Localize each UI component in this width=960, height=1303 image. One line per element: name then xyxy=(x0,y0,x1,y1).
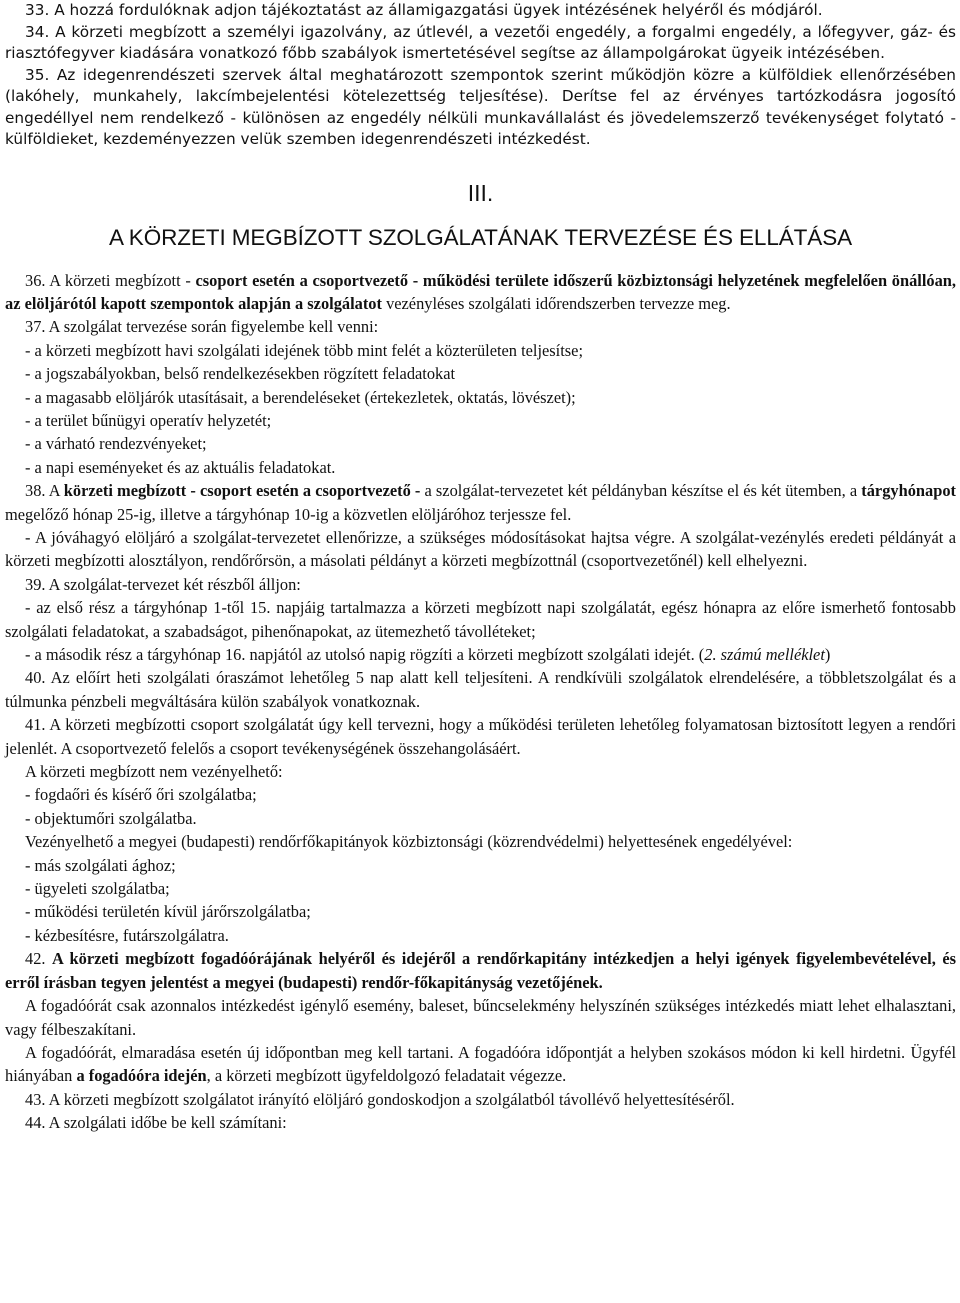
paragraph-42-number: 42. xyxy=(25,949,53,969)
paragraph-40: 40. Az előírt heti szolgálati óraszámot lehetőleg 5 nap alatt kell teljesíteni. A rendkívüli szolgálatok elrendelésére, a többletszolgálat és a túlmunka pénzbeli megváltására külön szabályok vonatkoznak. xyxy=(5,668,956,711)
paragraph-38-number: 38. A xyxy=(25,481,64,501)
paragraph-37: 37. A szolgálat tervezése során figyelembe kell venni: xyxy=(25,317,379,337)
paragraph-42-c-text-1: A fogadóórát, elmaradása esetén új időpontban meg kell tartani. A fogadóóra időpontját a helyben szokásos módon ki kell hirdetni. Ügyfél hiányában xyxy=(5,1042,956,1086)
list-41-b xyxy=(5,854,956,948)
paragraph-38 xyxy=(5,479,956,526)
paragraph-42-bold: A körzeti megbízott fogadóórájának helyéről és idejéről a rendőrkapitány intézkedjen a helyi igények figyelembevételével, és erről írásban tegyen jelentést a megyei (budapesti) rendőr-főkapitányság vezetőjének. xyxy=(5,949,956,992)
paragraph-39-b-text: - a második rész a tárgyhónap 16. napjától az utolsó napig rögzíti a körzeti megbízott szolgálati idejét. ( xyxy=(25,645,705,664)
paragraph-39-a: - az első rész a tárgyhónap 1-től 15. napjáig tartalmazza a körzeti megbízott napi szolgálatát, egész hónapra az előre ismerhető fontosabb szolgálati feladatokat, a szabadságot, pihenőnapokat, az ütemezhető távolléteket; xyxy=(5,598,956,641)
list-item: - kézbesítésre, futárszolgálatra. xyxy=(25,925,229,945)
list-item: - a napi eseményeket és az aktuális feladatokat. xyxy=(25,457,336,477)
paragraph-39-b xyxy=(5,643,956,666)
list-item: - működési területén kívül járőrszolgálatba; xyxy=(25,902,311,922)
paragraph-38-text-2: megelőző hónap 25-ig, illetve a tárgyhónap 10-ig a közvetlen elöljáróhoz terjessze fel. xyxy=(5,504,572,524)
list-item: - más szolgálati ághoz; xyxy=(25,855,176,875)
paragraph-38-bold-2: tárgyhónapot xyxy=(861,481,956,501)
paragraph-42 xyxy=(5,947,956,994)
list-item: - a körzeti megbízott havi szolgálati idejének több mint felét a közterületen teljesítse; xyxy=(25,340,583,360)
paragraph-38-text-1: a szolgálat-tervezetet két példányban készítse el és két ütemben, a xyxy=(420,481,862,501)
chapter-title: A KÖRZETI MEGBÍZOTT SZOLGÁLATÁNAK TERVEZÉSE ÉS ELLÁTÁSA xyxy=(108,224,853,250)
paragraph-43: 43. A körzeti megbízott szolgálatot irányító elöljáró gondoskodjon a szolgálatból távollévő helyettesítéséről. xyxy=(25,1089,735,1109)
paragraph-36-number: 36. A körzeti megbízott - xyxy=(25,270,196,290)
paragraph-41-c: Vezényelhető a megyei (budapesti) rendőrfőkapitányok közbiztonsági (közrendvédelmi) helyettesének engedélyével: xyxy=(25,832,793,852)
list-item: - a várható rendezvényeket; xyxy=(25,434,207,454)
paragraph-42-c xyxy=(5,1041,956,1088)
paragraph-44: 44. A szolgálati időbe be kell számítani: xyxy=(25,1113,287,1133)
paragraph-36-bold: csoport esetén a csoportvezető - működési területe időszerű közbiztonsági helyzetének megfelelően önállóan, az elöljárótól kapott szempontok alapján a szolgálatot xyxy=(5,270,956,313)
list-item: - a jogszabályokban, belső rendelkezésekben rögzített feladatokat xyxy=(25,364,456,384)
chapter-number: III. xyxy=(467,179,494,206)
list-item: - objektumőri szolgálatba. xyxy=(25,808,197,828)
paragraph-41-b: A körzeti megbízott nem vezényelhető: xyxy=(25,762,283,782)
list-item: - fogdaőri és kísérő őri szolgálatba; xyxy=(25,785,257,805)
list-item: - ügyeleti szolgálatba; xyxy=(25,879,170,899)
paragraph-38-bold-1: körzeti megbízott - csoport esetén a csoportvezető - xyxy=(63,481,421,501)
paragraph-39-b-italic: 2. számú melléklet xyxy=(704,645,825,664)
paragraph-39-b-end: ) xyxy=(824,645,831,664)
list-item: - a terület bűnügyi operatív helyzetét; xyxy=(25,410,272,430)
paragraph-36 xyxy=(5,269,956,316)
paragraph-39: 39. A szolgálat-tervezet két részből álljon: xyxy=(25,574,301,594)
paragraph-35: 35. Az idegenrendészeti szervek által meghatározott szempontok szerint működjön közre a külföldiek ellenőrzésében (lakóhely, munkahely, lakcímbejelentési kötelezettség teljesítése). Derítse fel az érvényes tartózkodásra jogosító engedéllyel nem rendelkező - különösen az engedély nélküli munkavállalást és jövedelemszerző tevékenységet folytató - külföldieket, kezdeményezzen velük szemben idegenrendészeti intézkedést. xyxy=(5,65,956,148)
paragraph-34: 34. A körzeti megbízott a személyi igazolvány, az útlevél, a vezetői engedély, a forgalmi engedély, a lőfegyver, gáz- és riasztófegyver kiadására vonatkozó főbb szabályok ismertetésével segítse az állampolgárokat ügyeik intézésében. xyxy=(5,22,956,62)
paragraph-36-tail: vezényléses szolgálati időrendszerben tervezze meg. xyxy=(381,293,731,313)
paragraph-33: 33. A hozzá fordulóknak adjon tájékoztatást az államigazgatási ügyek intézésének helyéről és módjáról. xyxy=(25,1,823,19)
paragraph-42-c-bold: a fogadóóra idején xyxy=(76,1066,207,1086)
list-41-a xyxy=(5,783,956,830)
paragraph-42-b: A fogadóórát csak azonnalos intézkedést igénylő esemény, baleset, bűncselekmény helyszínén szükséges intézkedés miatt lehet elhalasztani, vagy félbeszakítani. xyxy=(5,996,956,1039)
paragraph-41: 41. A körzeti megbízotti csoport szolgálatát úgy kell tervezni, hogy a működési területen lehetőleg folyamatosan biztosított legyen a rendőri jelenlét. A csoportvezető felelős a csoport tevékenységének összehangolásáért. xyxy=(5,715,956,758)
paragraph-42-c-text-2: , a körzeti megbízott ügyfeldolgozó feladatait végezze. xyxy=(206,1066,567,1086)
list-item: - a magasabb elöljárók utasításait, a berendeléseket (értekezletek, oktatás, lövészet); xyxy=(25,387,576,407)
list-37 xyxy=(5,339,956,479)
paragraph-38-b: - A jóváhagyó elöljáró a szolgálat-tervezetet ellenőrizze, a szükséges módosításokat hajtsa végre. A szolgálat-vezénylés eredeti példányát a körzeti megbízotti alosztályon, rendőrőrsön, a másolati példányt a körzeti megbízottnál (csoportvezetőnél) kell elhelyezni. xyxy=(5,527,956,571)
